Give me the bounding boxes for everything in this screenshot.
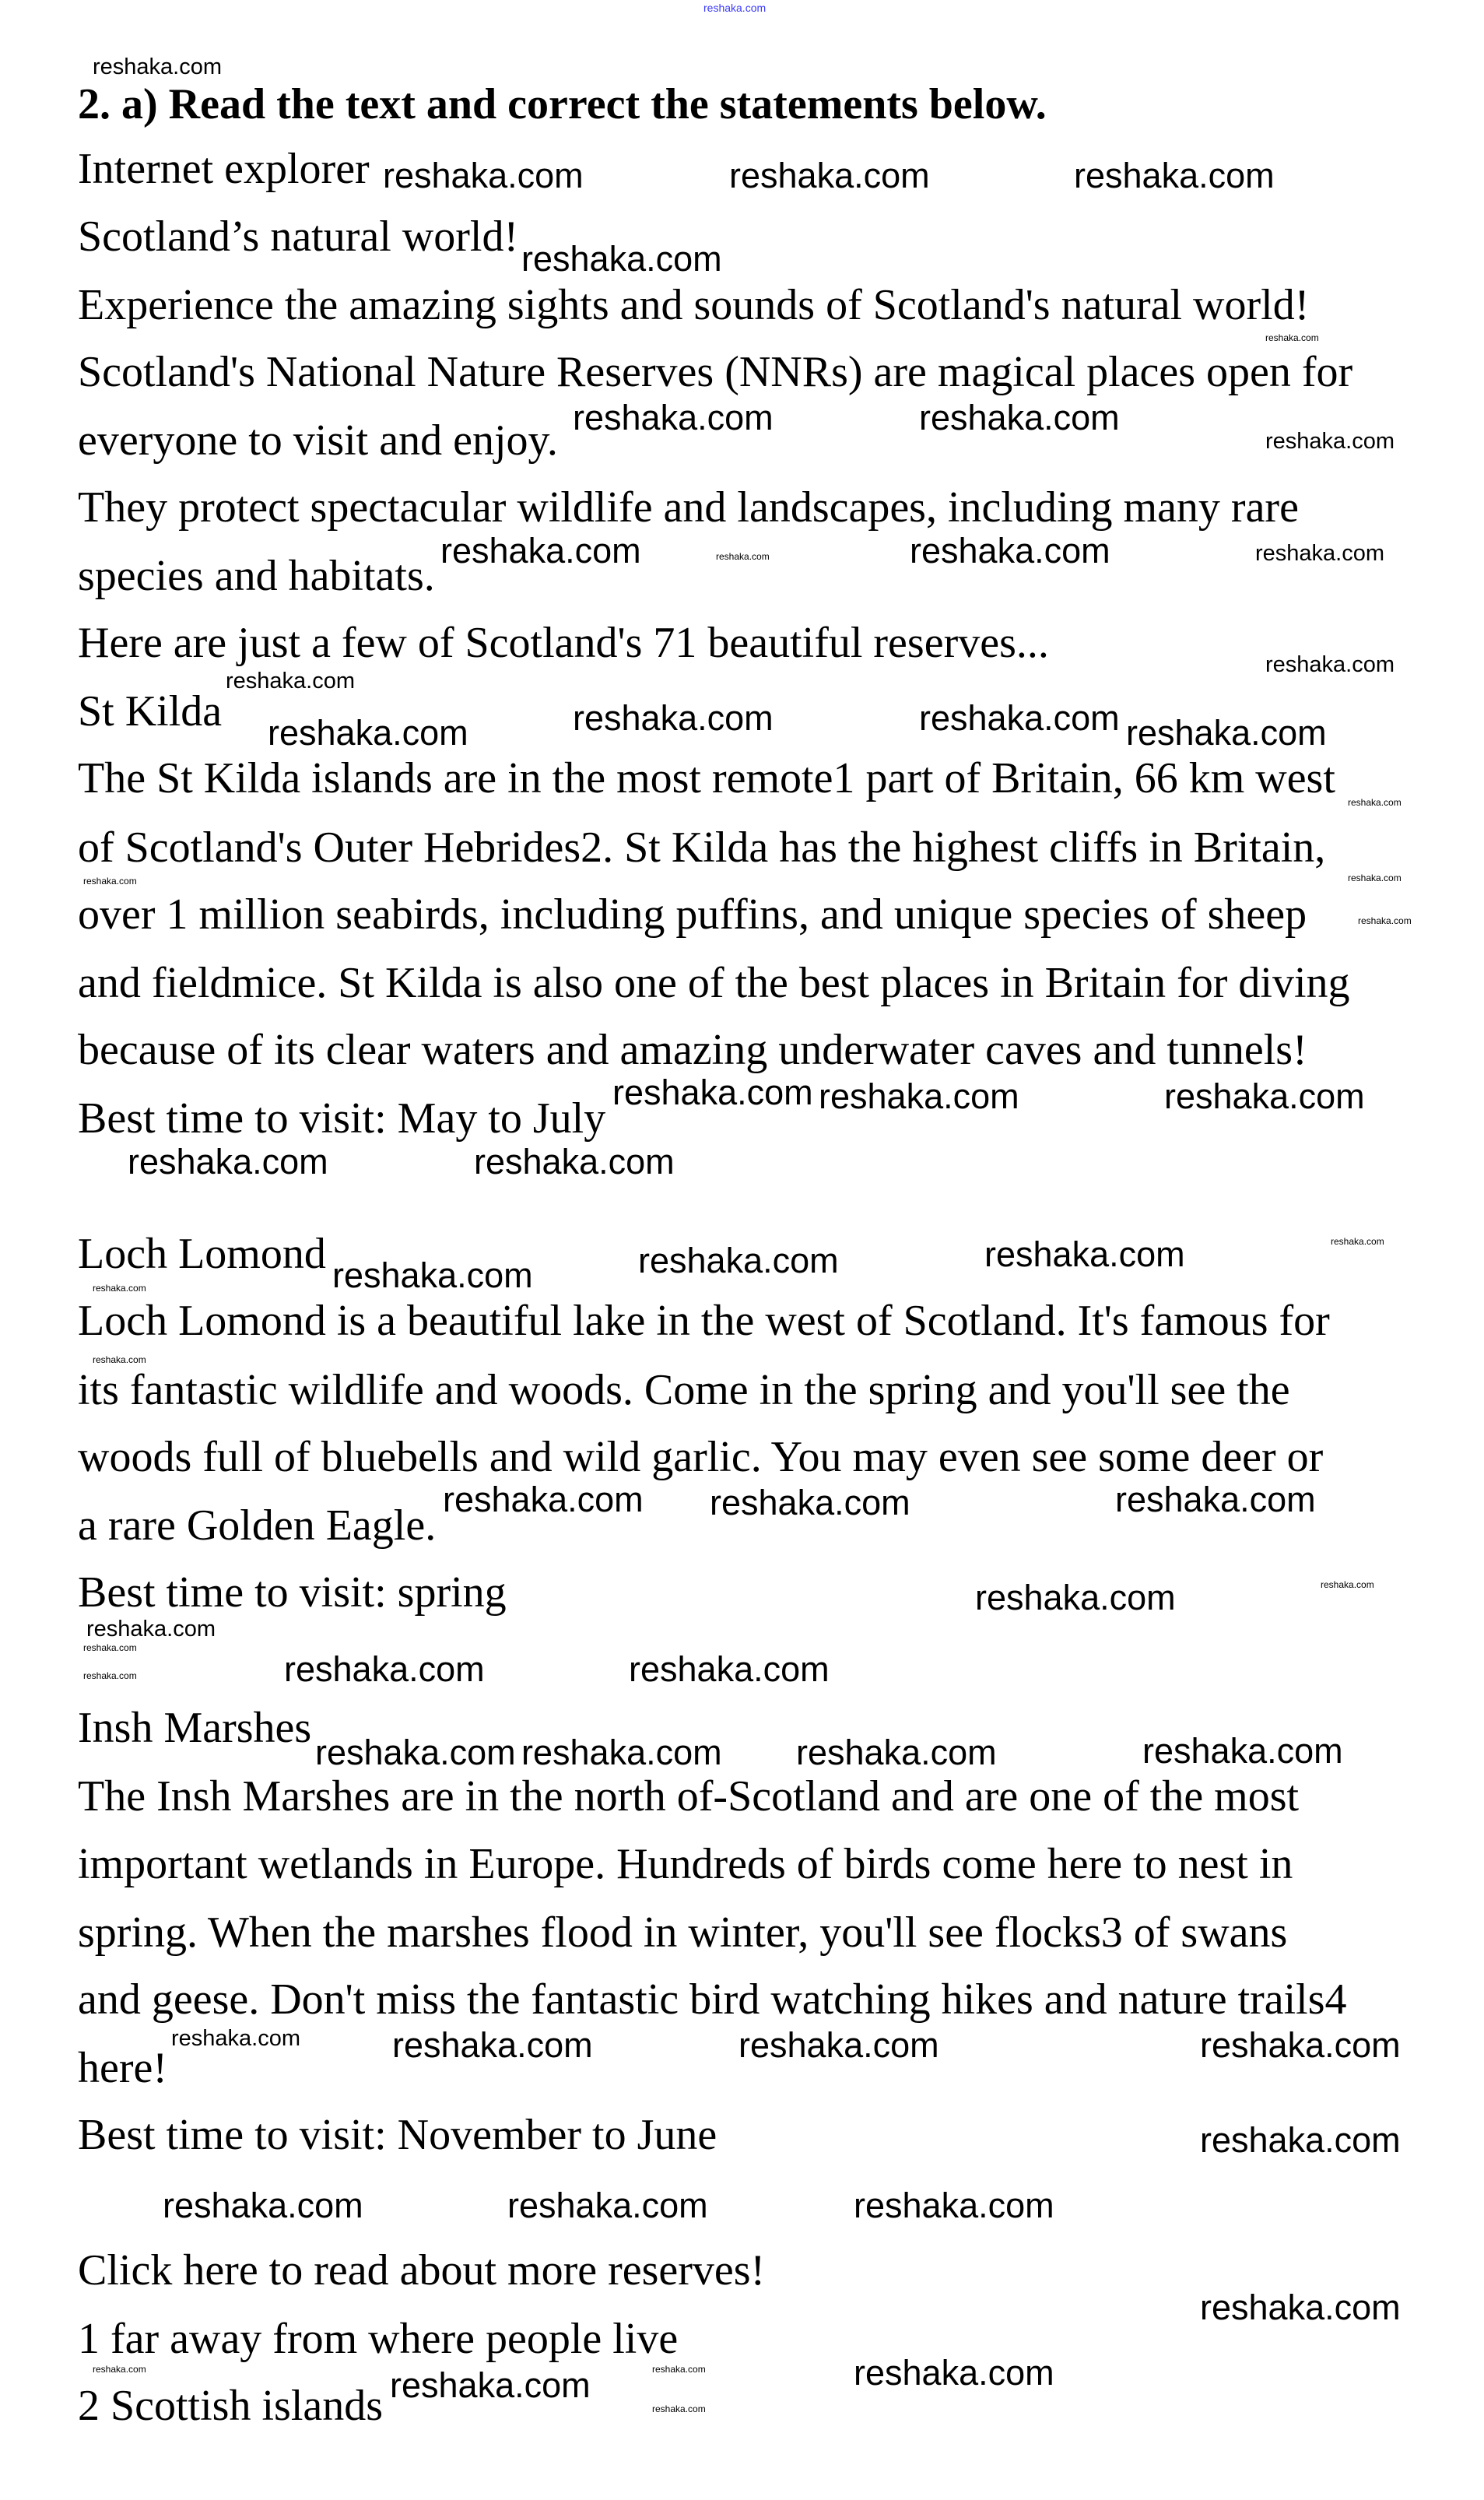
paragraph-line: its fantastic wildlife and woods. Come in the spring and you'll see the [78,1366,1290,1414]
paragraph-line: Here are just a few of Scotland's 71 beautiful reserves... [78,619,1049,667]
watermark: reshaka.com [383,156,584,195]
paragraph-line: The Insh Marshes are in the north of-Scotland and are one of the most [78,1772,1300,1821]
watermark: reshaka.com [738,2025,939,2065]
watermark: reshaka.com [83,876,137,887]
watermark: reshaka.com [1200,2120,1401,2160]
source-label: Internet explorer [78,145,370,193]
watermark: reshaka.com [128,1142,328,1182]
footnote-1: 1 far away from where people live [78,2315,679,2363]
watermark: reshaka.com [629,1649,830,1689]
paragraph-line: spring. When the marshes flood in winter, you'll see flocks3 of swans [78,1908,1288,1957]
watermark: reshaka.com [573,398,774,437]
paragraph-line: woods full of bluebells and wild garlic. You may even see some deer or [78,1433,1324,1481]
watermark: reshaka.com [1115,1480,1316,1519]
watermark: reshaka.com [93,1283,146,1294]
watermark: reshaka.com [710,1483,910,1522]
watermark: reshaka.com [93,2364,146,2375]
more-reserves-link[interactable]: Click here to read about more reserves! [78,2246,766,2295]
watermark: reshaka.com [507,2186,708,2225]
watermark: reshaka.com [1142,1731,1343,1771]
paragraph-line: and geese. Don't miss the fantastic bird watching hikes and nature trails4 [78,1975,1347,2024]
watermark: reshaka.com [1348,797,1402,808]
watermark: reshaka.com [573,698,774,738]
watermark: reshaka.com [1265,652,1395,677]
watermark: reshaka.com [729,156,930,195]
watermark: reshaka.com [716,551,770,562]
watermark: reshaka.com [443,1480,644,1519]
exercise-heading: 2. a) Read the text and correct the statements below. [78,80,1047,128]
watermark: reshaka.com [93,54,223,79]
watermark: reshaka.com [984,1234,1185,1274]
watermark: reshaka.com [1074,156,1275,195]
watermark: reshaka.com [521,239,722,279]
paragraph-line: Scotland's National Nature Reserves (NNRs) are magical places open for [78,348,1353,396]
watermark: reshaka.com [390,2365,591,2405]
watermark: reshaka.com [171,2026,301,2051]
watermark: reshaka.com [1331,1236,1384,1247]
paragraph-line: Loch Lomond is a beautiful lake in the west of Scotland. It's famous for [78,1297,1330,1345]
watermark: reshaka.com [796,1733,997,1772]
paragraph-line: The St Kilda islands are in the most remote1 part of Britain, 66 km west [78,754,1335,802]
watermark: reshaka.com [1255,541,1385,566]
watermark: reshaka.com [919,698,1120,738]
paragraph-line: here! [78,2044,168,2092]
watermark: reshaka.com [226,669,356,693]
footnote-2: 2 Scottish islands [78,2382,384,2430]
watermark: reshaka.com [703,2,767,14]
watermark: reshaka.com [1265,429,1395,454]
best-time-insh-marshes: Best time to visit: November to June [78,2111,717,2159]
watermark: reshaka.com [1200,2025,1401,2065]
watermark: reshaka.com [638,1241,839,1280]
watermark: reshaka.com [86,1617,216,1642]
watermark: reshaka.com [919,398,1120,437]
paragraph-line: because of its clear waters and amazing underwater caves and tunnels! [78,1026,1307,1074]
watermark: reshaka.com [474,1142,675,1182]
paragraph-line: They protect spectacular wildlife and landscapes, including many rare [78,483,1299,532]
section-title-st-kilda: St Kilda [78,687,223,736]
watermark: reshaka.com [854,2186,1054,2225]
watermark: reshaka.com [284,1649,485,1689]
watermark: reshaka.com [83,1642,137,1653]
watermark: reshaka.com [1265,332,1319,343]
section-title-loch-lomond: Loch Lomond [78,1230,326,1278]
watermark: reshaka.com [1126,713,1327,753]
paragraph-line: of Scotland's Outer Hebrides2. St Kilda has the highest cliffs in Britain, [78,823,1326,872]
paragraph-line: everyone to visit and enjoy. [78,416,558,465]
watermark: reshaka.com [440,531,641,571]
watermark: reshaka.com [1321,1579,1374,1590]
watermark: reshaka.com [332,1255,533,1295]
watermark: reshaka.com [819,1076,1019,1116]
watermark: reshaka.com [1358,915,1412,926]
watermark: reshaka.com [83,1670,137,1681]
paragraph-line: species and habitats. [78,552,435,600]
section-title-insh-marshes: Insh Marshes [78,1704,312,1752]
paragraph-line: and fieldmice. St Kilda is also one of the best places in Britain for diving [78,959,1350,1007]
best-time-loch-lomond: Best time to visit: spring [78,1568,507,1617]
watermark: reshaka.com [1200,2288,1401,2327]
watermark: reshaka.com [315,1733,516,1772]
watermark: reshaka.com [163,2186,363,2225]
title: Scotland’s natural world! [78,212,519,261]
watermark: reshaka.com [392,2025,593,2065]
best-time-st-kilda: Best time to visit: May to July [78,1094,606,1143]
watermark: reshaka.com [854,2353,1054,2393]
watermark: reshaka.com [975,1578,1176,1617]
watermark: reshaka.com [268,713,468,753]
paragraph-line: a rare Golden Eagle. [78,1501,437,1550]
watermark: reshaka.com [1164,1076,1365,1116]
watermark: reshaka.com [910,531,1110,571]
intro: Experience the amazing sights and sounds of Scotland's natural world! [78,281,1310,329]
watermark: reshaka.com [93,1354,146,1365]
paragraph-line: over 1 million seabirds, including puffins, and unique species of sheep [78,890,1307,939]
watermark: reshaka.com [1348,873,1402,883]
watermark: reshaka.com [521,1733,722,1772]
watermark: reshaka.com [652,2364,706,2375]
paragraph-line: important wetlands in Europe. Hundreds of birds come here to nest in [78,1840,1293,1888]
watermark: reshaka.com [652,2403,706,2414]
watermark: reshaka.com [612,1073,813,1112]
